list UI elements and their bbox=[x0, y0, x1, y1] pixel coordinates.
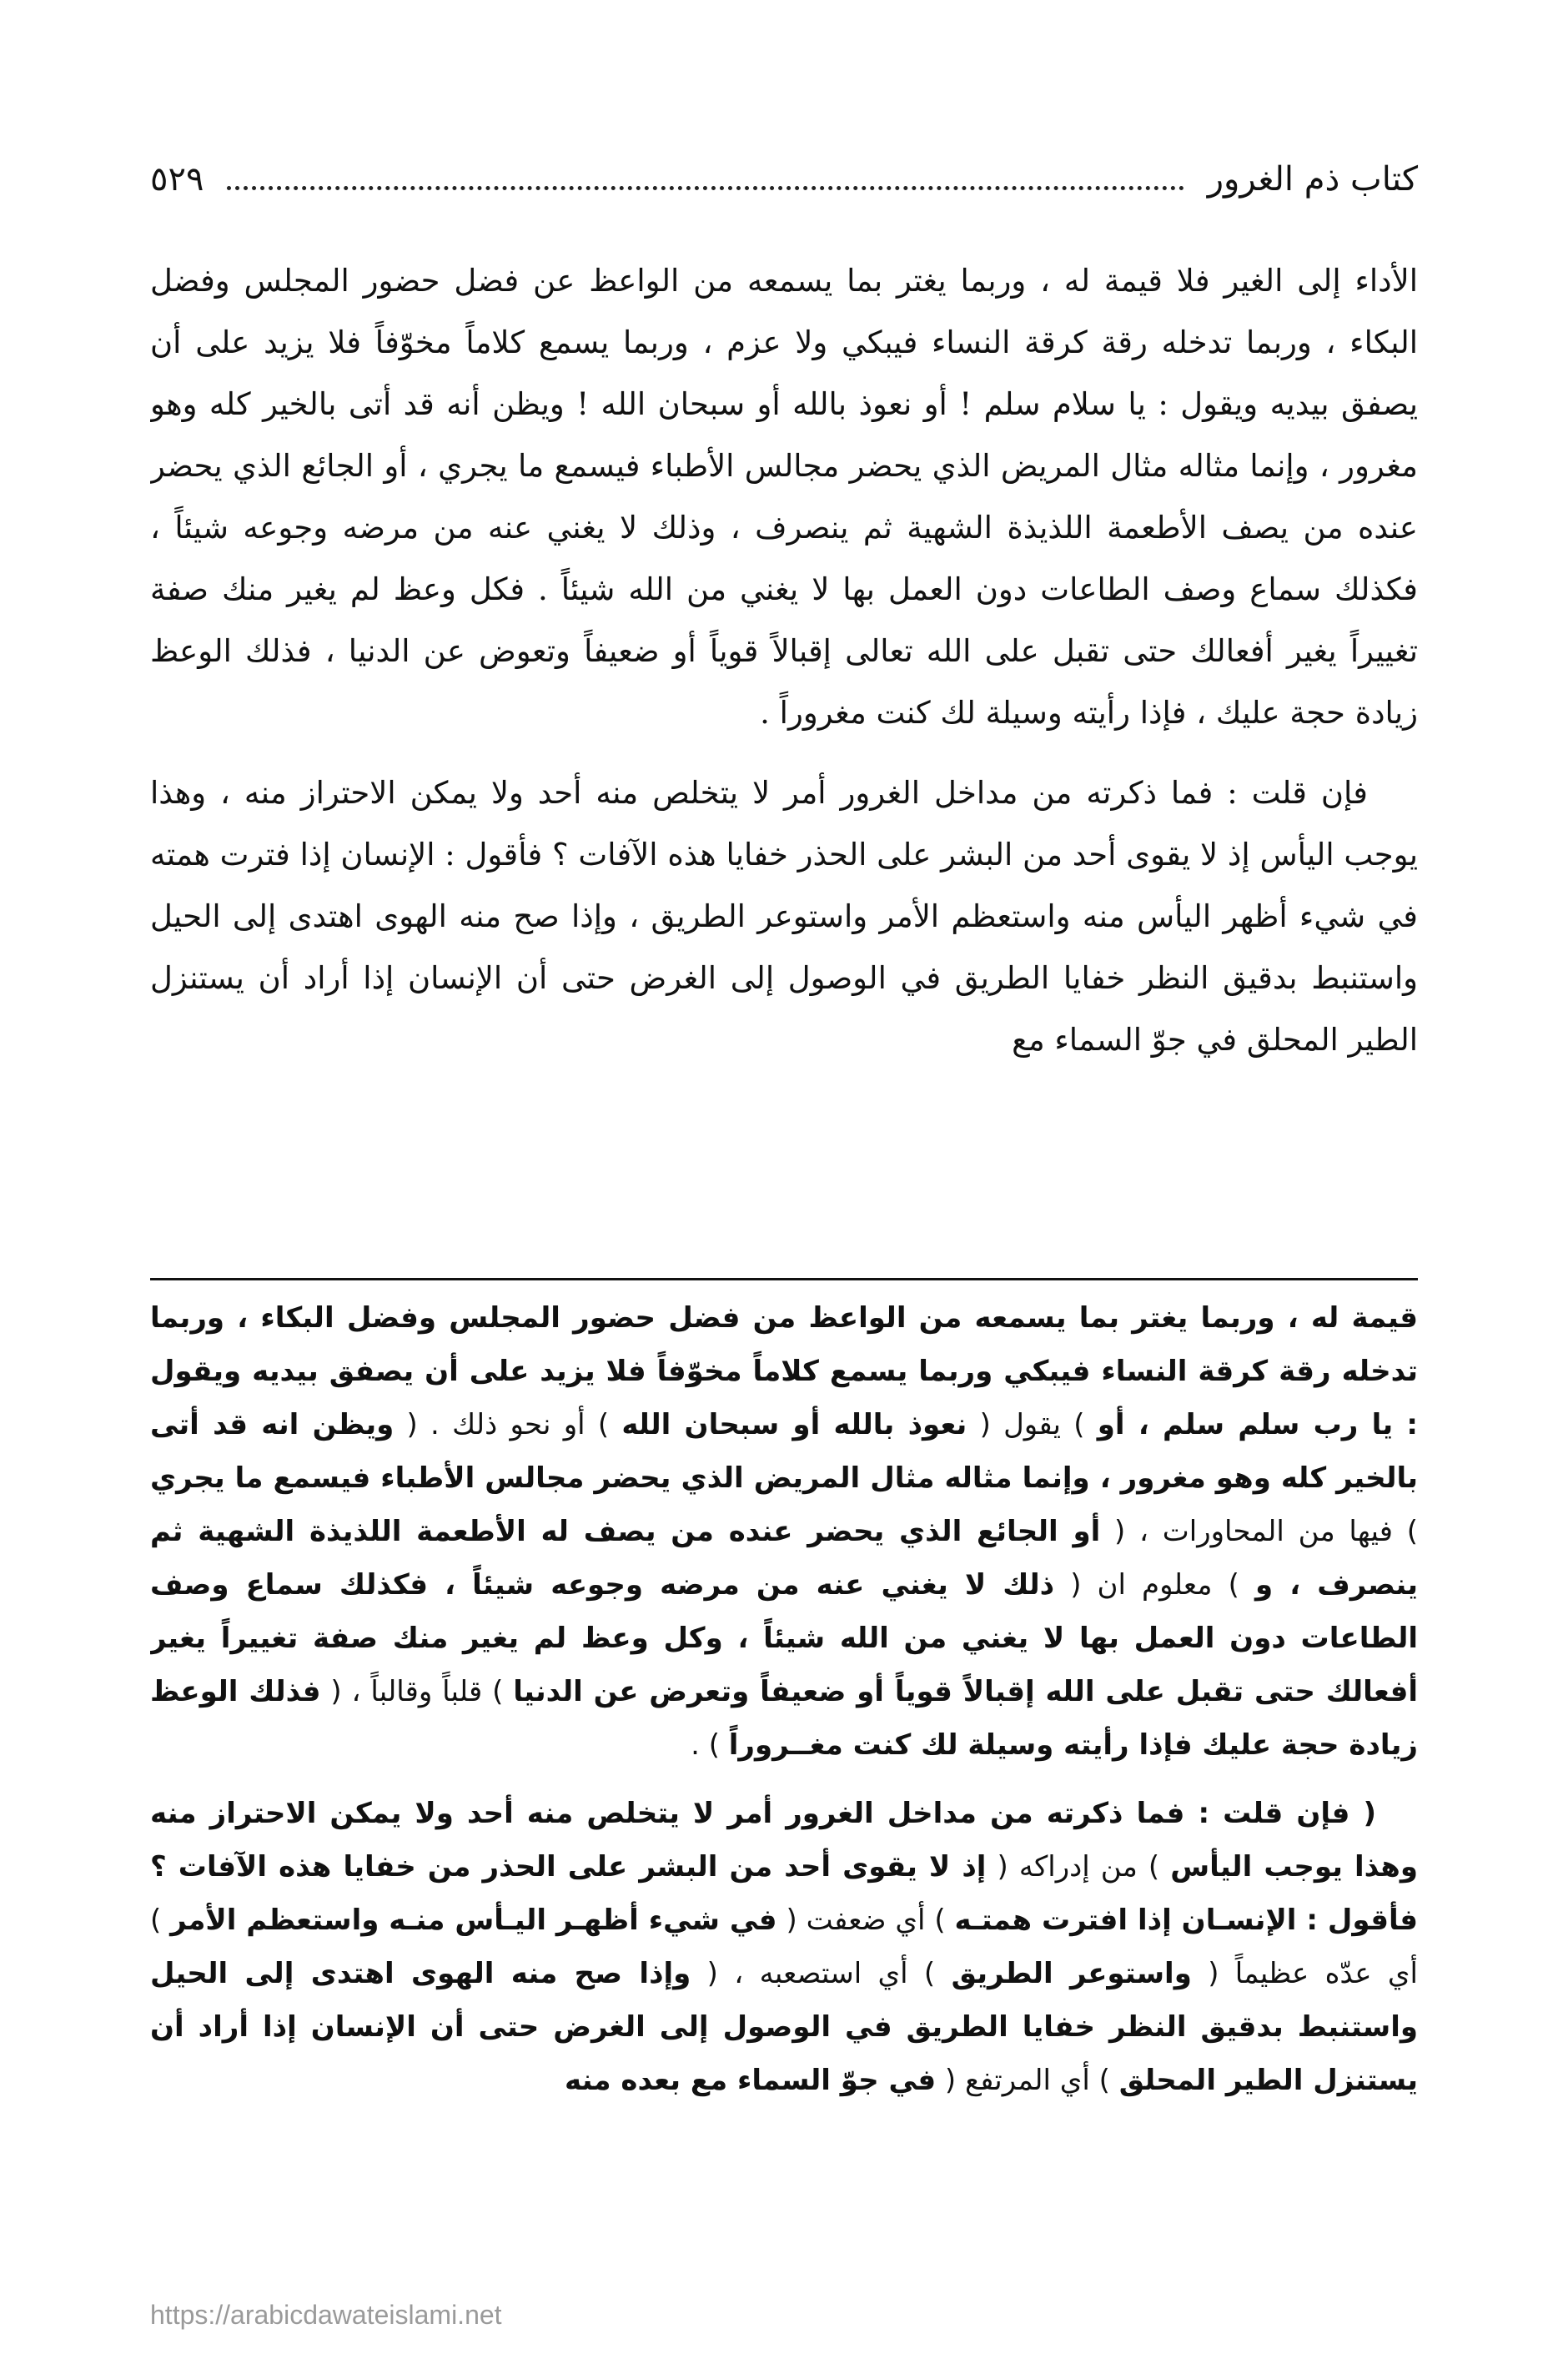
running-title: كتاب ذم الغرور bbox=[1207, 160, 1418, 199]
commentary-paragraph-1 bbox=[150, 1291, 1418, 1772]
commentary-gloss: ) . bbox=[691, 1728, 729, 1762]
commentary-quote: فذلك الوعظ زيادة حجة عليك فإذا رأيته وسيلة لك كنت مغــروراً bbox=[150, 1675, 1418, 1762]
commentary-gloss: ) يقول ( bbox=[967, 1408, 1098, 1441]
commentary-quote: وإذا صح منه الهوى اهتدى إلى الحيل واستنبط بدقيق النظر خفايا الطريق في الوصول إلى الغرض حتى أن الإنسان إذا أراد أن يستنزل الطير المحلق bbox=[150, 1957, 1418, 2097]
commentary-text bbox=[150, 1291, 1418, 2251]
commentary-quote: واستوعر الطريق bbox=[951, 1957, 1192, 1990]
commentary-gloss: ) قلباً وقالباً ، ( bbox=[320, 1675, 514, 1708]
commentary-gloss: ) أي استصعبه ، ( bbox=[691, 1957, 952, 1990]
commentary-quote: أو الجائع الذي يحضر عنده من يصف له الأطعمة اللذيذة الشهية ثم ينصرف ، و bbox=[150, 1515, 1418, 1602]
commentary-quote: قيمة له ، وربما يغتر بما يسمعه من الواعظ من فضل حضور المجلس وفضل البكاء ، وربما تدخله رقة كرقة النساء فيبكي وربما يسمع كلاماً مخوّفاً فلا يزيد على أن يصفق بيديه ويقول : يا رب سلم سلم ، أو bbox=[150, 1301, 1418, 1441]
page-header bbox=[150, 142, 1418, 217]
commentary-gloss: ) أي ضعفت ( bbox=[776, 1904, 955, 1937]
commentary-quote: نعوذ بالله أو سبحان الله bbox=[621, 1408, 967, 1441]
commentary-gloss: ) أي عدّه عظيماً ( bbox=[150, 1904, 1418, 1990]
commentary-quote: ( فإن قلت : فما ذكرته من مداخل الغرور أمر لا يتخلص منه أحد ولا يمكن الاحتراز منه وهذا يوجب اليأس bbox=[150, 1797, 1418, 1884]
header-dotted-leader bbox=[227, 186, 1184, 190]
commentary-quote: إذ لا يقوى أحد من البشر على الحذر من خفايا هذه الآفات ؟ فأقول : الإنسـان إذا افترت همتـه bbox=[150, 1850, 1418, 1937]
commentary-quote: ويظن انه قد أتى بالخير كله وهو مغرور ، وإنما مثاله مثال المريض الذي يحضر مجالس الأطباء فيسمع ما يجري bbox=[150, 1408, 1418, 1495]
commentary-quote: ذلك لا يغني عنه من مرضه وجوعه شيئاً ، فكذلك سماع وصف الطاعات دون العمل بها لا يغني من الله شيئاً ، وكل وعظ لم يغير منك صفة تغييراً يغير أفعالك حتى تقبل على الله إقبالاً قوياً أو ضعيفاً وتعرض عن الدنيا bbox=[150, 1568, 1418, 1708]
commentary-gloss: ) من إدراكه ( bbox=[986, 1850, 1171, 1884]
commentary-gloss: ) أي المرتفع ( bbox=[936, 2064, 1119, 2097]
footnote-separator bbox=[150, 1278, 1418, 1280]
commentary-paragraph-2 bbox=[150, 1787, 1418, 2107]
commentary-quote: في شيء أظهـر اليـأس منـه واستعظم الأمر bbox=[170, 1904, 777, 1937]
page-number: ٥٢٩ bbox=[150, 160, 204, 199]
watermark-url: https://arabicdawateislami.net bbox=[150, 2300, 502, 2330]
commentary-gloss: ) أو نحو ذلك . ( bbox=[394, 1408, 622, 1441]
main-paragraph-1: الأداء إلى الغير فلا قيمة له ، وربما يغتر بما يسمعه من الواعظ عن فضل حضور المجلس وفضل البكاء ، وربما تدخله رقة كرقة النساء فيبكي ولا عزم ، وربما يسمع كلاماً مخوّفاً فلا يزيد على أن يصفق بيديه ويقول : يا سلام سلم ! أو نعوذ بالله أو سبحان الله ! ويظن أنه قد أتى بالخير كله وهو مغرور ، وإنما مثاله مثال المريض الذي يحضر مجالس الأطباء فيسمع ما يجري ، أو الجائع الذي يحضر عنده من يصف الأطعمة اللذيذة الشهية ثم ينصرف ، وذلك لا يغني عنه من مرضه وجوعه شيئاً ، فكذلك سماع وصف الطاعات دون العمل بها لا يغني من الله شيئاً . فكل وعظ لم يغير منك صفة تغييراً يغير أفعالك حتى تقبل على الله تعالى إقبالاً قوياً أو ضعيفاً وتعوض عن الدنيا ، فذلك الوعظ زيادة حجة عليك ، فإذا رأيته وسيلة لك كنت مغروراً . bbox=[150, 263, 1418, 731]
commentary-gloss: ) فيها من المحاورات ، ( bbox=[1100, 1515, 1418, 1548]
commentary-gloss: ) معلوم ان ( bbox=[1054, 1568, 1255, 1602]
main-text bbox=[150, 250, 1418, 1260]
commentary-quote: في جوّ السماء مع بعده منه bbox=[565, 2064, 937, 2097]
main-paragraph-2: فإن قلت : فما ذكرته من مداخل الغرور أمر لا يتخلص منه أحد ولا يمكن الاحتراز منه ، وهذا يوجب اليأس إذ لا يقوى أحد من البشر على الحذر خفايا هذه الآفات ؟ فأقول : الإنسان إذا فترت همته في شيء أظهر اليأس منه واستعظم الأمر واستوعر الطريق ، وإذا صح منه الهوى اهتدى إلى الحيل واستنبط بدقيق النظر خفايا الطريق في الوصول إلى الغرض حتى أن الإنسان إذا أراد أن يستنزل الطير المحلق في جوّ السماء مع bbox=[150, 775, 1418, 1058]
